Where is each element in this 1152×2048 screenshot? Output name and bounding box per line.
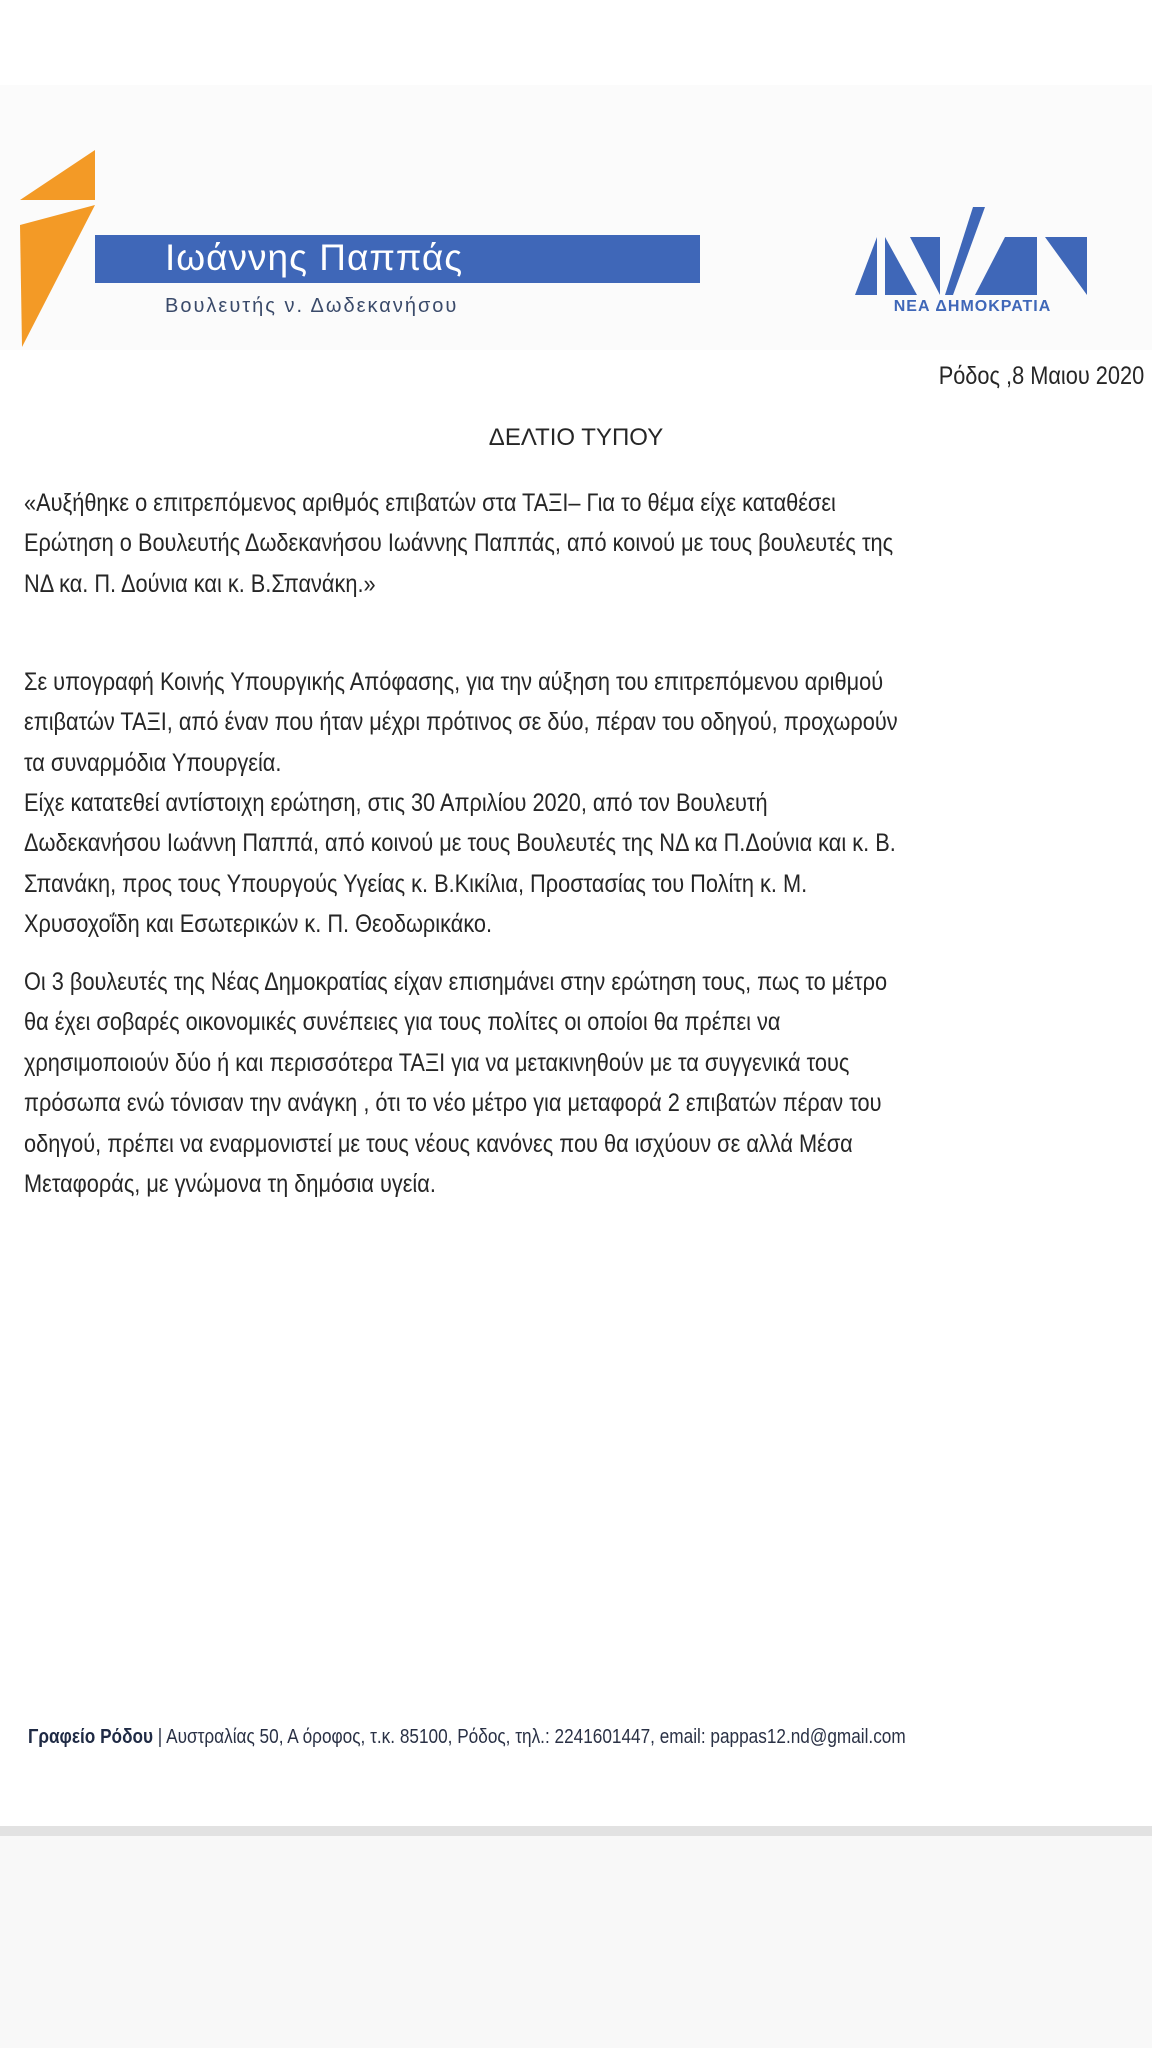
text-line: οδηγού, πρέπει να εναρμονιστεί με τους νέους κανόνες που θα ισχύουν σε αλλά Μέσα: [24, 1130, 853, 1158]
text-line: επιβατών ΤΑΞΙ, από έναν που ήταν μέχρι πρότινος σε δύο, πέραν του οδηγού, προχωρούν: [24, 708, 898, 736]
text-line: «Αυξήθηκε ο επιτρεπόμενος αριθμός επιβατών στα ΤΑΞΙ– Για το θέμα είχε καταθέσει: [24, 489, 836, 517]
mp-name: Ιωάννης Παππάς: [165, 237, 464, 278]
text-line: θα έχει σοβαρές οικονομικές συνέπειες για τους πολίτες οι οποίοι θα πρέπει να: [24, 1008, 781, 1036]
footer-address: Αυστραλίας 50, Α όροφος, τ.κ. 85100, Ρόδος, τηλ.: 2241601447, email: pappas12.nd@gmail.com: [166, 1726, 906, 1748]
date: Ρόδος ,8 Μαιου 2020: [938, 362, 1144, 390]
document-title: ΔΕΛΤΙΟ ΤΥΠΟΥ: [488, 424, 664, 451]
orange-accent-shape: [0, 85, 100, 350]
text-line: ΝΔ κα. Π. Δούνια και κ. Β.Σπανάκη.»: [24, 570, 376, 598]
text-line: Σε υπογραφή Κοινής Υπουργικής Απόφασης, για την αύξηση του επιτρεπόμενου αριθμού: [24, 668, 884, 696]
party-logo-text: ΝΕΑ ΔΗΜΟΚΡΑΤΙΑ: [893, 298, 1052, 315]
mp-subtitle: Βουλευτής ν. Δωδεκανήσου: [165, 295, 459, 317]
letterhead: [0, 85, 1152, 350]
text-line: Οι 3 βουλευτές της Νέας Δημοκρατίας είχαν επισημάνει στην ερώτηση τους, πως το μέτρο: [24, 968, 888, 996]
footer-office: Γραφείο Ρόδου: [28, 1726, 154, 1748]
text-line: πρόσωπα ενώ τόνισαν την ανάγκη , ότι το νέο μέτρο για μεταφορά 2 επιβατών πέραν του: [24, 1089, 882, 1117]
text-line: Δωδεκανήσου Ιωάννη Παππά, από κοινού με τους Βουλευτές της ΝΔ κα Π.Δούνια και κ. Β.: [24, 829, 896, 857]
text-line: Χρυσοχοΐδη και Εσωτερικών κ. Π. Θεοδωρικάκο.: [24, 910, 493, 938]
page-divider: [0, 1826, 1152, 1836]
footer-contact: [28, 1726, 906, 1749]
text-line: χρησιμοποιούν δύο ή και περισσότερα ΤΑΞΙ για να μετακινηθούν με τα συγγενικά τους: [24, 1049, 850, 1077]
text-line: τα συναρμόδια Υπουργεία.: [24, 749, 282, 777]
text-line: Είχε κατατεθεί αντίστοιχη ερώτηση, στις 30 Απριλίου 2020, από τον Βουλευτή: [24, 789, 768, 817]
text-line: Σπανάκη, προς τους Υπουργούς Υγείας κ. Β.Κικίλια, Προστασίας του Πολίτη κ. Μ.: [24, 870, 808, 898]
text-line: Μεταφοράς, με γνώμονα τη δημόσια υγεία.: [24, 1170, 436, 1198]
footer-separator: |: [157, 1726, 163, 1748]
blank-area: [0, 1836, 1152, 2048]
nea-dimokratia-logo: [855, 207, 1090, 297]
text-line: Ερώτηση ο Βουλευτής Δωδεκανήσου Ιωάννης Παππάς, από κοινού με τους βουλευτές της: [24, 529, 894, 557]
